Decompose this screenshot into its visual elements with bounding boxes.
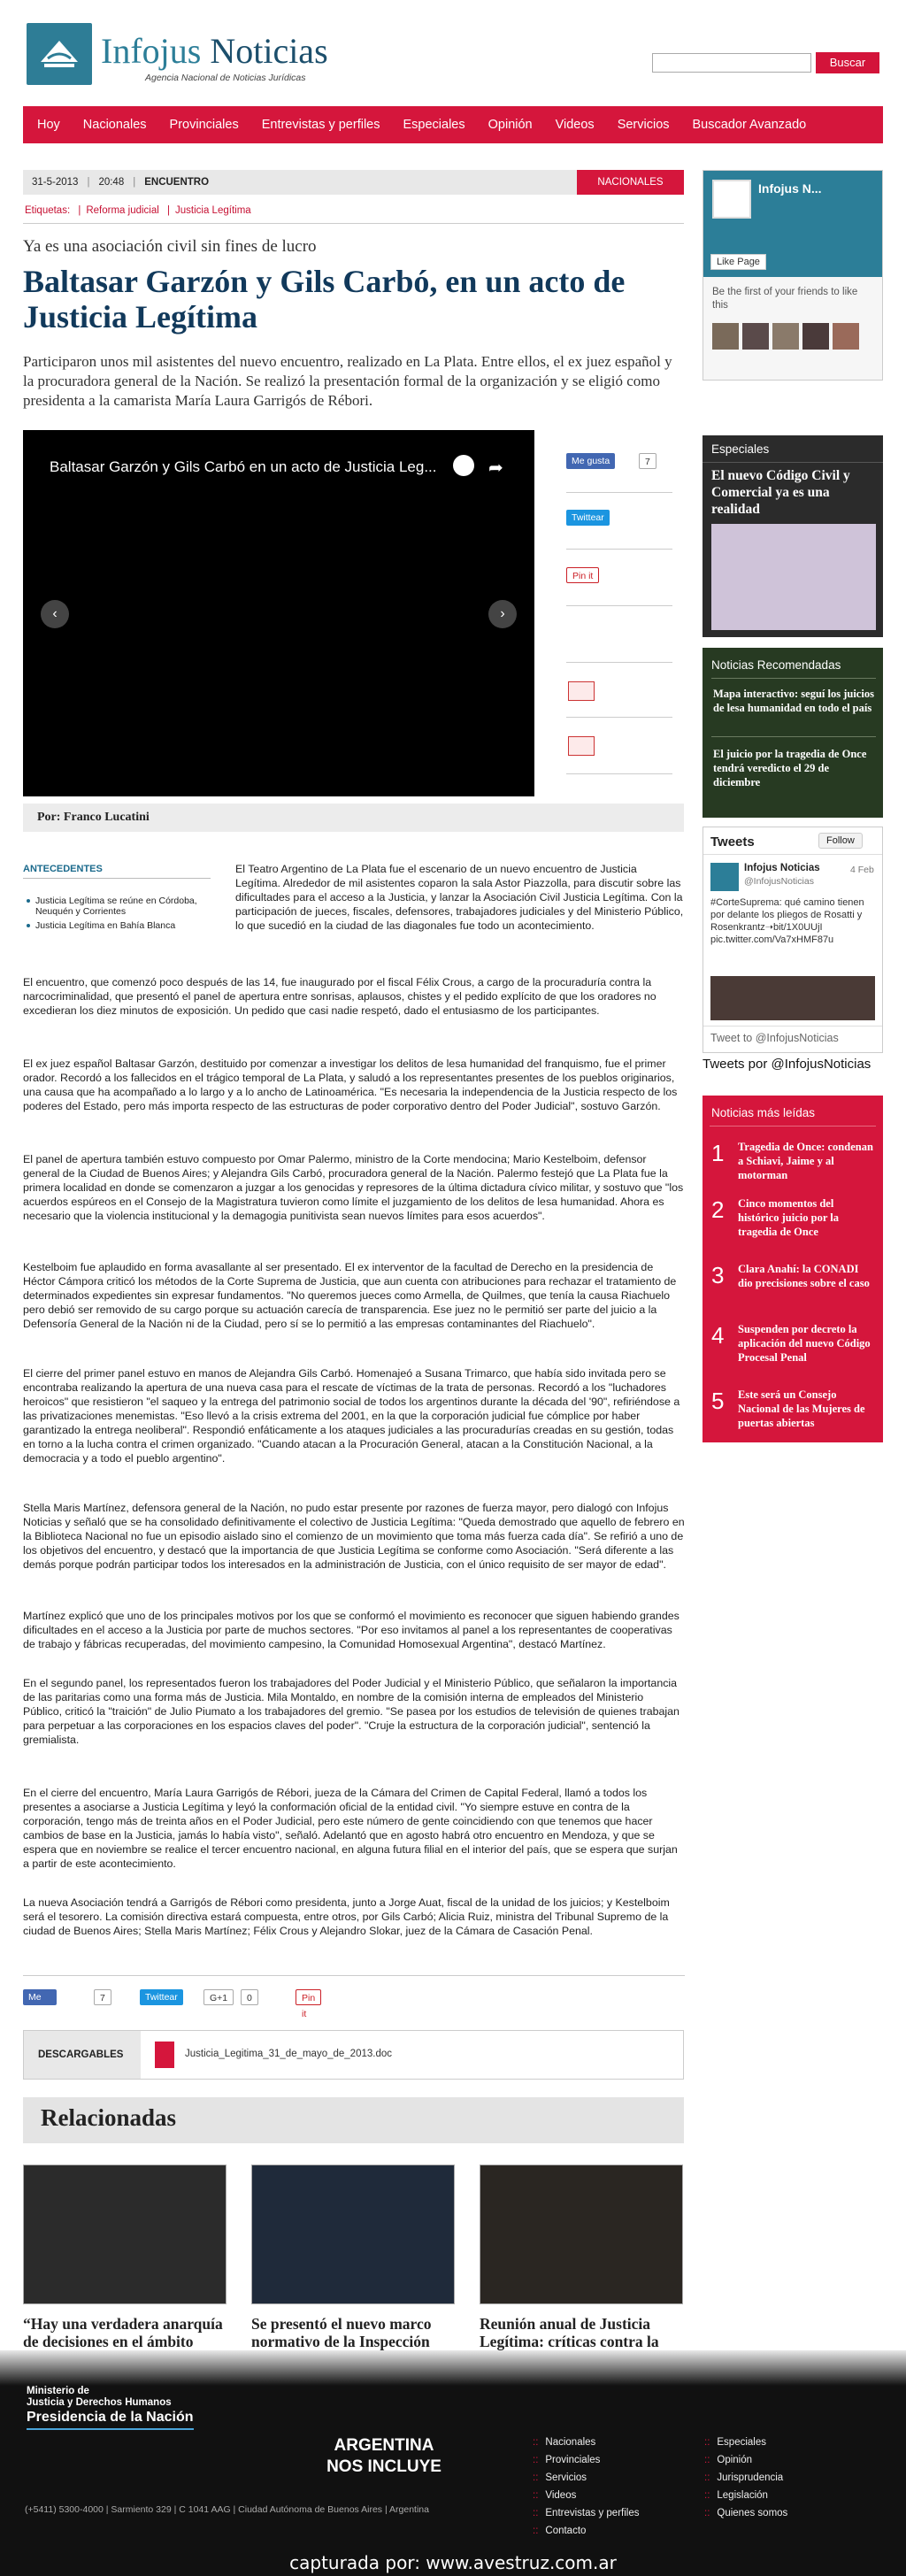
mas-leida-link[interactable]: Tragedia de Once: condenan a Schiavi, Jaime y al motorman: [738, 1141, 873, 1181]
body-paragraph: El encuentro, que comenzó poco después de las 14, fue inaugurado por el fiscal Félix Crous, a cargo de la procuraduría contra la narcocriminalidad, que presentó el panel de apertura entre sonrisas, aplausos, chistes y el pedido explícito de que los oradores no excedieran los diez minutos de exposición. Un pedido que casi nadie respetó, dado el entusiasmo de los participantes.: [23, 976, 656, 1017]
tweet-avatar[interactable]: [710, 863, 739, 891]
mas-leidas-box: [703, 1096, 883, 1442]
presidency-line: Presidencia de la Nación: [27, 2409, 194, 2430]
follow-button[interactable]: Follow: [818, 833, 863, 849]
body-paragraph: En el cierre del encuentro, María Laura Garrigós de Rébori, jueza de la Cámara del Crimen de Capital Federal, llamó a todos los presentes a asociarse a Justicia Legítima y leyó la conformación oficial de la entidad civil. "Yo siempre estuve en contra de la corporación, tengo más de treinta años en el Poder Judicial, pero este número de gente coincidiendo con que tenemos que hacer cambios de base en la Justicia, jamás lo había visto", señaló. Adelantó que en agosto habrá otro encuentro en Mendoza, y que se espera que en noviembre se realice el tercer encuentro nacional, en alguna futura filial en el interior del país, que se espera que surjan a partir de este acontecimiento.: [23, 1787, 678, 1870]
infojus-logo[interactable]: [27, 23, 92, 85]
related-image[interactable]: [251, 2165, 455, 2304]
mas-leida-link[interactable]: Suspenden por decreto la aplicación del nuevo Código Procesal Penal: [738, 1323, 871, 1364]
tags-row: Etiquetas: | Reforma judicial | Justicia Legítima: [25, 205, 251, 216]
search-button[interactable]: Buscar: [816, 52, 879, 73]
facebook-like-button[interactable]: [566, 453, 615, 469]
body-paragraph: Kestelboim fue aplaudido en forma avasallante al ser presentado. El ex interventor de la facultad de Derecho en la presidencia de Héctor Cámpora criticó los métodos de la Corte Suprema de Justicia, que aun cuenta con atribuciones para rechazar el tratamiento de determinados expedientes sin expresar fundamentos. "No queremos jueces como Armella, de Quilmes, que tenía la causa Riachuelo pero debió ser removido de su cargo porque su actuación carecía de transparencia. Ese juez no le permitió ser parte del juicio a la Defensoría General de la Nación ni de la Ciudad, pero sí se lo permitió a las empresas contaminantes del Riachuelo".: [23, 1261, 677, 1330]
nav-item-nacionales[interactable]: Nacionales: [82, 118, 147, 132]
especiales-title: Especiales: [711, 442, 770, 456]
video-player[interactable]: [23, 430, 534, 796]
rank-number: 1: [711, 1140, 725, 1166]
downloads-box: [23, 2030, 684, 2080]
related-image[interactable]: [23, 2165, 226, 2304]
rank-number: 2: [711, 1196, 725, 1223]
capture-watermark: capturada por: www.avestruz.com.ar: [289, 2552, 617, 2573]
download-file-link[interactable]: Justicia_Legitima_31_de_mayo_de_2013.doc: [185, 2049, 393, 2059]
slogan-line-2: NOS INCLUYE: [326, 2457, 441, 2476]
related-headline[interactable]: Se presentó el nuevo marco normativo de la Inspección: [251, 2315, 432, 2350]
footer-link[interactable]: :: Nacionales: [533, 2437, 596, 2448]
nav-item-opinion[interactable]: Opinión: [488, 118, 533, 132]
body-paragraph: Stella Maris Martínez, defensora general de la Nación, no pudo estar presente por razones de fuerza mayor, pero dialogó con Infojus Noticias y señaló que se ha consolidado definitivamente el colectivo de Justicia Legítima: "Queda demostrado que aquello de febrero en la Biblioteca Nacional no fue un episodio aislado sino el comienzo de un movimiento que toma más fuerza cada día". Se refirió a uno de los objetivos del encuentro, y destacó que la importancia de que Justicia Legítima se conforme como Asociación. "Será diferente a las demás porque podrán participar todos los interesados en la administración de Justicia, con el único requisito de ser mayor de edad".: [23, 1502, 685, 1571]
tweet-image[interactable]: [710, 976, 875, 1020]
site-subtitle: Agencia Nacional de Noticias Jurídicas: [145, 73, 306, 83]
main-nav: [23, 106, 883, 143]
related-header: [23, 2097, 684, 2143]
tags-label: Etiquetas:: [25, 205, 71, 216]
fb-like-count: 7: [639, 453, 656, 469]
fb-page-name[interactable]: Infojus N...: [758, 181, 822, 196]
body-paragraph: El cierre del primer panel estuvo en manos de Alejandra Gils Carbó. Homenajeó a Susana Trimarco, que había sido invitada pero se encontraba realizando la apertura de una nueva casa para el rescate de víctimas de la trata de personas. Recordó a los "luchadores heroicos" que resistieron "el saqueo y la entrega del patrimonio social de todos los argentinos durante la década del '90", refiriéndose a las privatizaciones menemistas. "Eso llevó a la crisis extrema del 2001, en la que la corporación judicial fue cómplice por haber garantizado la entrega neoliberal". Respondió enfáticamente a los ataques judiciales a las procuradurías creadas en su gestión, todas en torno a la lucha contra el crimen organizado. "Cuando atacan a la Procuración General, atacan a la Constitución Nacional, a la democracia y a todo el pueblo argentino".: [23, 1367, 680, 1465]
fb-like-page-button[interactable]: Like Page: [710, 254, 766, 270]
article-time: 20:48: [98, 177, 125, 188]
facebook-cover: [703, 171, 882, 277]
footer-link[interactable]: :: Especiales: [704, 2437, 767, 2448]
footer-address: (+5411) 5300-4000 | Sarmiento 329 | C 1041 AAG | Ciudad Autónoma de Buenos Aires | Argentina: [25, 2504, 429, 2515]
antecedent-text: Justicia Legítima se reúne en Córdoba, Neuquén y Corrientes: [35, 896, 197, 917]
brand-part-a: Infojus: [101, 31, 202, 71]
fb-like-count: 7: [94, 1989, 111, 2005]
antecedent-link[interactable]: [35, 920, 212, 931]
tweet-date[interactable]: 4 Feb: [850, 865, 874, 875]
rank-number: 4: [711, 1322, 725, 1349]
footer-link[interactable]: :: Quienes somos: [704, 2508, 788, 2518]
search-input[interactable]: [652, 53, 811, 73]
downloads-label: DESCARGABLES: [24, 2031, 141, 2079]
especiales-image[interactable]: [711, 524, 876, 630]
twitter-widget: [703, 827, 883, 1053]
footer-link[interactable]: :: Contacto: [533, 2526, 587, 2536]
recomendadas-title: Noticias Recomendadas: [711, 658, 841, 672]
body-paragraph: El panel de apertura también estuvo compuesto por Omar Palermo, ministro de la Corte mendocina; Mario Kestelboim, defensor general de la Ciudad de Buenos Aires; y Alejandra Gils Carbó, procuradora general de la Nación. Palermo festejó que La Plata fue la primera localidad en donde se comenzaron a juzgar a los genocidas y represores de la última dictadura cívico militar, y sostuvo que "los acuerdos espúreos en el Consejo de la Magistratura tuvieron como límite el juzgamiento de los delitos de lesa humanidad. Ahora es necesario que la violencia institucional y la demagogia punitivista sean nuevos límites para esos acuerdos".: [23, 1153, 684, 1222]
article-byline: Por: Franco Lucatini: [23, 804, 684, 832]
tweet-button[interactable]: [140, 1989, 183, 2005]
antecedent-link[interactable]: [35, 896, 212, 917]
body-paragraph: El ex juez español Baltasar Garzón, destituido por comenzar a investigar los delitos de lesa humanidad del franquismo, fue el primer orador. Recordó a los fallecidos en el trágico temporal de La Plata, y saludó a los representantes presentes de los pueblos originarios, una causa que ha acompañado a lo largo y a lo ancho de Latinoamérica. "Es necesaria la independencia de la Justicia respecto de los poderes del Estado, pero más importa respecto de las estructuras de poder corporativo dentro del Poder Judicial", sostuvo Garzón.: [23, 1057, 678, 1112]
especiales-headline[interactable]: El nuevo Código Civil y Comercial ya es una realidad: [711, 468, 850, 517]
tweets-by-link[interactable]: Tweets por @InfojusNoticias: [703, 1057, 871, 1072]
related-image[interactable]: [480, 2165, 683, 2304]
facebook-widget: [703, 170, 883, 381]
antecedents-title: ANTECEDENTES: [23, 864, 103, 874]
site-title[interactable]: [101, 31, 328, 71]
pdf-file-icon: [155, 2042, 174, 2068]
especiales-box: [703, 435, 883, 637]
footer-link[interactable]: :: Entrevistas y perfiles: [533, 2508, 640, 2518]
divider: [23, 223, 684, 224]
article-lede: Participaron unos mil asistentes del nuevo encuentro, realizado en La Plata. Entre ellos, el ex juez español y la procuradora general de la Nación. Se realizó la presentación formal de la organización y se eligió como presidenta a la camarista María Laura Garrigós de Rébori.: [23, 353, 672, 409]
recomendada-link[interactable]: El juicio por la tragedia de Once tendrá veredicto el 29 de diciembre: [713, 748, 867, 788]
article-date: 31-5-2013: [32, 177, 79, 188]
footer-link[interactable]: :: Videos: [533, 2490, 577, 2501]
footer-link[interactable]: :: Legislación: [704, 2490, 768, 2501]
gplus-button[interactable]: G+1: [203, 1989, 234, 2005]
fb-friends-avatars: [712, 323, 863, 350]
mas-leida-link[interactable]: Clara Anahí: la CONADI dio precisiones sobre el caso: [738, 1263, 870, 1289]
body-paragraph: En el segundo panel, los representados fueron los trabajadores del Poder Judicial y el Ministerio Público, que señalaron la importancia de las paritarias como una forma más de Justicia. Mila Montaldo, en nombre de la comisión interna de empleados del Ministerio Público, criticó la "traición" de Julio Piumato a los trabajadores del gremio. "Se pasea por los estudios de televisión de quienes trabajan para perpetuar a las corporaciones en los espacios claves del poder". "Cruje la estructura de la corporación judicial", sentenció la gremialista.: [23, 1677, 680, 1746]
related-title: Relacionadas: [41, 2104, 177, 2131]
body-paragraph: La nueva Asociación tendrá a Garrigós de Rébori como presidenta, junto a Jorge Auat, fiscal de la unidad de los juicios; y Kestelboim será el tesorero. La comisión directiva estará compuesta, entre otros, por Gils Carbó; Alicia Ruiz, ministra del Tribunal Supremo de la ciudad de Buenos Aires; Stella Maris Martínez; Félix Crous y Alejandro Slokar, juez de la Cámara de Casación Penal.: [23, 1896, 670, 1937]
tweet-text: #CorteSuprema: qué camino tienen por delante los pliegos de Rosatti y Rosenkrantz➝bit/1X0UUjI pic.twitter.com/Va7xHMF87u: [710, 897, 864, 945]
page-avatar: [712, 180, 751, 219]
fb-widget-text: Be the first of your friends to like this: [712, 287, 858, 311]
nav-item-provinciales[interactable]: Provinciales: [169, 118, 239, 132]
tweet-label: Twittear: [572, 512, 604, 523]
nav-item-buscador[interactable]: Buscador Avanzado: [692, 118, 807, 132]
footer-link[interactable]: :: Opinión: [704, 2455, 753, 2465]
footer-link[interactable]: :: Servicios: [533, 2472, 587, 2483]
tweet-label: Twittear: [145, 1992, 178, 2003]
video-title[interactable]: Baltasar Garzón y Gils Carbó en un acto de Justicia Leg...: [50, 458, 437, 475]
tweet-handle[interactable]: @InfojusNoticias: [744, 876, 814, 887]
facebook-like-button[interactable]: [23, 1989, 57, 2019]
mas-leida-link[interactable]: Este será un Consejo Nacional de las Mujeres de puertas abiertas: [738, 1388, 865, 1429]
ministry-line-2: Justicia y Derechos Humanos: [27, 2397, 172, 2408]
mas-leidas-title: Noticias más leídas: [711, 1106, 816, 1119]
gplus-count: 0: [241, 1989, 258, 2005]
article-type: ENCUENTRO: [144, 177, 210, 188]
watch-later-icon[interactable]: [453, 455, 474, 476]
slogan: [322, 2435, 446, 2478]
tag-link[interactable]: Justicia Legítima: [175, 205, 251, 216]
footer-link[interactable]: :: Jurisprudencia: [704, 2472, 784, 2483]
tweet-compose-input[interactable]: Tweet to @InfojusNoticias: [703, 1026, 882, 1052]
divider: [23, 878, 211, 879]
mas-leida-link[interactable]: Cinco momentos del histórico juicio por la tragedia de Once: [738, 1197, 840, 1238]
nav-item-especiales[interactable]: Especiales: [403, 118, 465, 132]
body-paragraph: El Teatro Argentino de La Plata fue el escenario de un nuevo encuentro de Justicia Legítima. Alrededor de mil asistentes coparon la sala Astor Piazzolla, para discutir sobre las dificultades para el acceso a la Justicia, y lanzar la Asociación Civil Justicia Legítima. Con la participación de jueces, fiscales, defensores, trabajadores judiciales y del Ministerio Público, lo que sucedió en la ciudad de las diagonales fue todo un acontecimiento.: [235, 863, 684, 932]
fb-like-label: Me gusta: [28, 1992, 51, 2019]
nav-item-hoy[interactable]: Hoy: [37, 118, 60, 132]
rank-number: 3: [711, 1262, 725, 1288]
pinterest-button[interactable]: [566, 567, 599, 583]
tweet-author[interactable]: Infojus Noticias: [744, 863, 820, 873]
footer-link[interactable]: :: Provinciales: [533, 2455, 601, 2465]
next-icon[interactable]: ›: [488, 600, 517, 628]
body-paragraph: Martínez explicó que uno de los principales motivos por los que se conformó el movimiento es reconocer que siguen habiendo grandes dificultades en el acceso a la Justicia por parte de muchos sectores. "Por eso invitamos al panel a los representantes de cooperativas de trabajo y fábricas recuperadas, del movimiento campesino, la Comunidad Homosexual Argentina", destacó Martínez.: [23, 1610, 680, 1650]
pinterest-button[interactable]: [296, 1989, 321, 2019]
tweets-title: Tweets: [710, 834, 755, 850]
recomendada-link[interactable]: Mapa interactivo: seguí los juicios de lesa humanidad en todo el país: [713, 688, 874, 714]
email-icon[interactable]: [568, 736, 595, 756]
section-badge[interactable]: NACIONALES: [577, 170, 684, 195]
footer-fade: [0, 2350, 906, 2386]
related-headline[interactable]: Reunión anual de Justicia Legítima: críticas contra la: [480, 2315, 659, 2350]
previous-icon[interactable]: ‹: [41, 600, 69, 628]
tag-link[interactable]: Reforma judicial: [86, 205, 159, 216]
article-kicker: Ya es una asociación civil sin fines de lucro: [23, 237, 317, 256]
article-headline: Baltasar Garzón y Gils Carbó, en un acto de Justicia Legítima: [23, 264, 626, 334]
slogan-line-1: ARGENTINA: [334, 2436, 434, 2455]
fb-like-label: Me gusta: [572, 456, 610, 466]
rank-number: 5: [711, 1388, 725, 1414]
pin-label: Pin it: [302, 1993, 316, 2019]
related-headline[interactable]: “Hay una verdadera anarquía de decisiones en el ámbito: [23, 2315, 223, 2350]
share-arrow-icon[interactable]: ➦: [488, 458, 503, 478]
share-column: [556, 430, 685, 796]
nav-item-entrevistas[interactable]: Entrevistas y perfiles: [261, 118, 380, 132]
pin-label: Pin it: [572, 571, 594, 581]
nav-item-videos[interactable]: Videos: [555, 118, 595, 132]
ministry-logo[interactable]: [27, 2386, 194, 2430]
tweet-button[interactable]: [566, 510, 610, 526]
article-meta: 31-5-2013 | 20:48 | ENCUENTRO: [23, 170, 684, 195]
ministry-line-1: Ministerio de: [27, 2386, 89, 2396]
nav-item-servicios[interactable]: Servicios: [617, 118, 670, 132]
print-icon[interactable]: [568, 681, 595, 701]
divider: [23, 1975, 685, 1976]
recomendadas-box: [703, 648, 883, 818]
brand-part-b: Noticias: [210, 31, 328, 71]
antecedent-text: Justicia Legítima en Bahía Blanca: [35, 920, 176, 931]
